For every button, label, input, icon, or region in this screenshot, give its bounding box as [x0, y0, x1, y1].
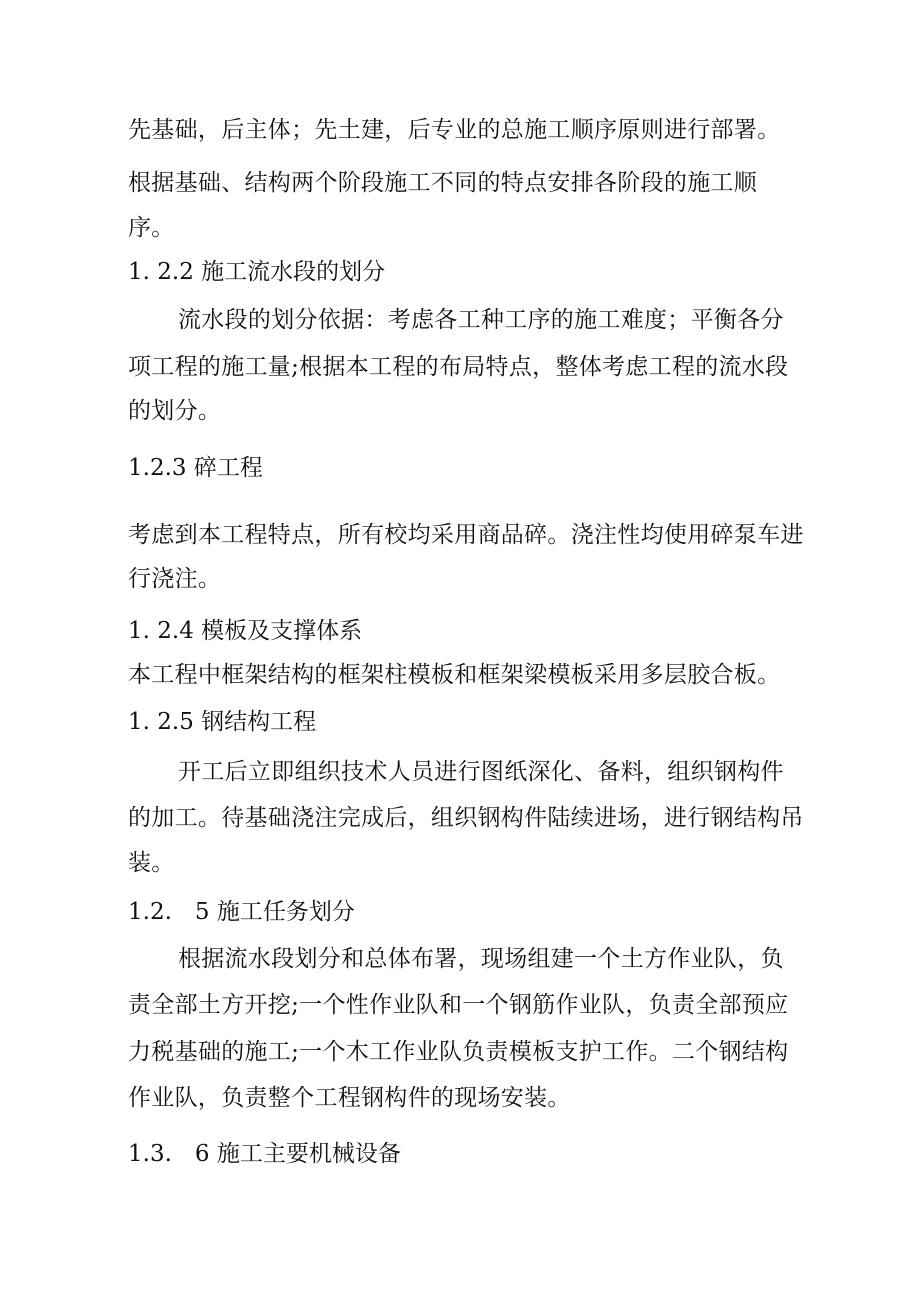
paragraph-line: 本工程中框架结构的框架柱模板和框架梁模板采用多层胶合板。	[128, 662, 781, 688]
paragraph-line: 责全部土方开挖;一个性作业队和一个钢筋作业队，负责全部预应	[128, 992, 789, 1018]
paragraph-line: 项工程的施工量;根据本工程的布局特点，整体考虑工程的流水段	[128, 354, 789, 380]
paragraph-line: 根据基础、结构两个阶段施工不同的特点安排各阶段的施工顺	[128, 170, 758, 196]
paragraph-line: 装。	[128, 850, 175, 876]
section-heading-1-2-2: 1. 2.2 施工流水段的划分	[128, 259, 386, 285]
paragraph-line: 行浇注。	[128, 566, 222, 592]
paragraph-line: 考虑到本工程特点，所有校均采用商品碎。浇注性均使用碎泵车进	[128, 522, 804, 548]
paragraph-line: 开工后立即组织技术人员进行图纸深化、备料，组织钢构件	[178, 759, 784, 785]
paragraph-line: 先基础，后主体；先土建，后专业的总施工顺序原则进行部署。	[128, 117, 781, 143]
paragraph-line: 的划分。	[128, 398, 222, 424]
paragraph-line: 的加工。待基础浇注完成后，组织钢构件陆续进场，进行钢结构吊	[128, 805, 804, 831]
paragraph-line: 流水段的划分依据：考虑各工种工序的施工难度；平衡各分	[178, 307, 784, 333]
section-heading-1-2-3: 1.2.3 碎工程	[128, 455, 263, 481]
paragraph-line: 力税基础的施工;一个木工作业队负责模板支护工作。二个钢结构	[128, 1039, 789, 1065]
section-heading-machinery: 1.3. 6 施工主要机械设备	[128, 1141, 401, 1167]
section-heading-1-2-5: 1. 2.5 钢结构工程	[128, 709, 317, 735]
paragraph-line: 序。	[128, 215, 175, 241]
section-heading-task-division: 1.2. 5 施工任务划分	[128, 899, 355, 925]
paragraph-line: 作业队，负责整个工程钢构件的现场安装。	[128, 1085, 571, 1111]
section-heading-1-2-4: 1. 2.4 模板及支撑体系	[128, 618, 363, 644]
paragraph-line: 根据流水段划分和总体布署，现场组建一个土方作业队，负	[178, 946, 784, 972]
